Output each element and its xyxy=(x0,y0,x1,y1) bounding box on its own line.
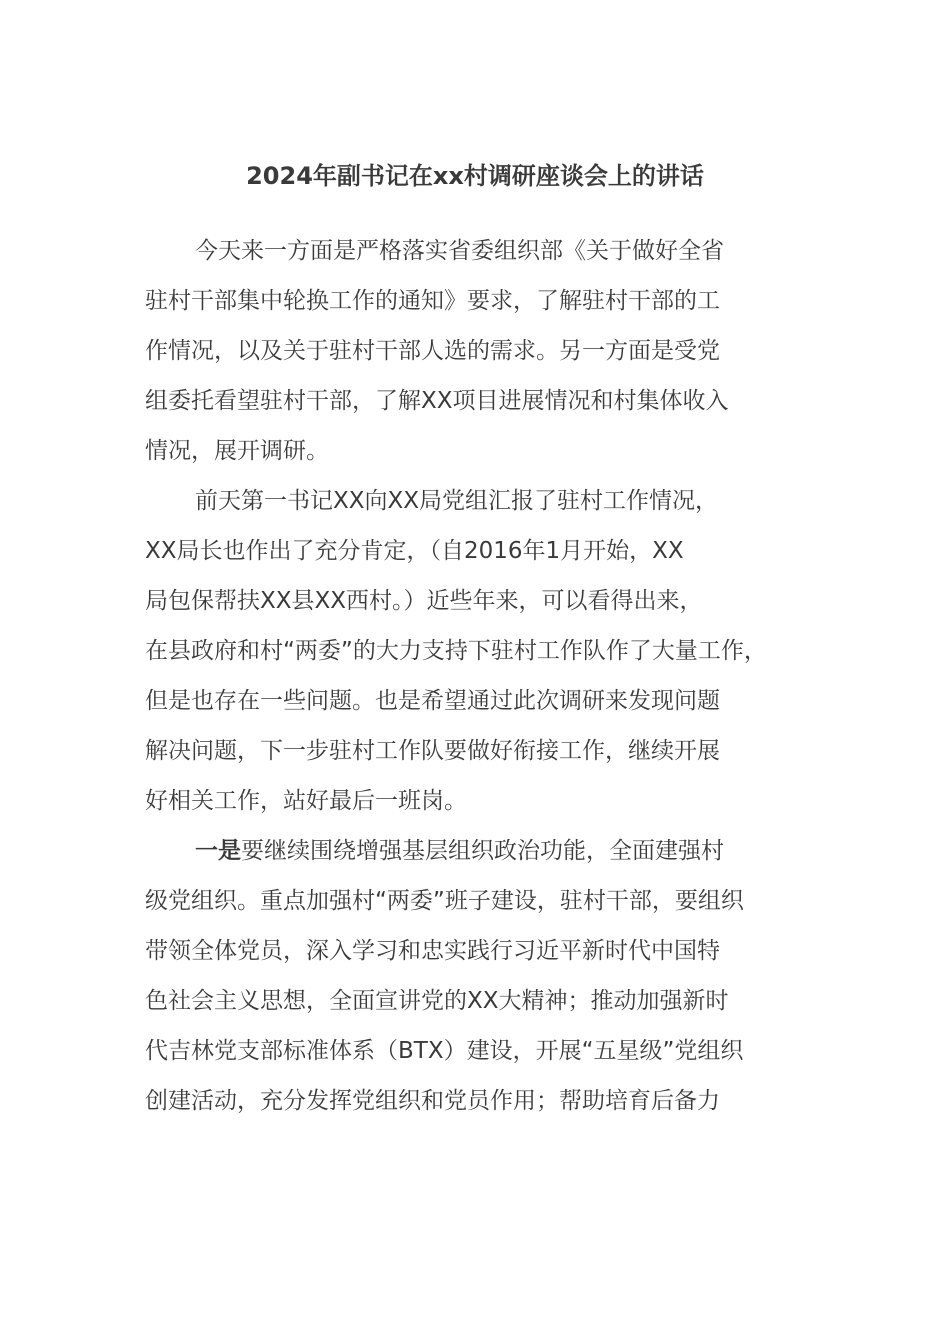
text-line: 作情况，以及关于驻村干部人选的需求。另一方面是受党 xyxy=(145,338,720,364)
text-line: 解决问题，下一步驻村工作队要做好衔接工作，继续开展 xyxy=(145,738,720,764)
text-line-rest: 要继续围绕增强基层组织政治功能，全面建强村 xyxy=(241,838,724,864)
document-title: 2024年副书记在xx村调研座谈会上的讲话 xyxy=(246,162,704,190)
text-line: 创建活动，充分发挥党组织和党员作用；帮助培育后备力 xyxy=(145,1088,720,1114)
text-line: 带领全体党员，深入学习和忠实践行习近平新时代中国特 xyxy=(145,938,720,964)
text-line: 但是也存在一些问题。也是希望通过此次调研来发现问题 xyxy=(145,688,720,714)
text-line: 色社会主义思想，全面宣讲党的XX大精神；推动加强新时 xyxy=(145,988,729,1014)
document-body xyxy=(145,226,835,1126)
paragraph-1 xyxy=(145,226,835,476)
text-line: 在县政府和村“两委”的大力支持下驻村工作队作了大量工作， xyxy=(145,638,767,664)
text-line: 局包保帮扶XX县XX西村。）近些年来，可以看得出来， xyxy=(145,588,703,614)
text-line: 代吉林党支部标准体系（BTX）建设，开展“五星级”党组织 xyxy=(145,1038,744,1064)
paragraph-lead: 一是 xyxy=(195,838,241,864)
text-line: 驻村干部集中轮换工作的通知》要求，了解驻村干部的工 xyxy=(145,288,720,314)
text-line: XX局长也作出了充分肯定，（自2016年1月开始，XX xyxy=(145,538,684,564)
text-line: 级党组织。重点加强村“两委”班子建设，驻村干部，要组织 xyxy=(145,888,744,914)
text-line: 组委托看望驻村干部，了解XX项目进展情况和村集体收入 xyxy=(145,388,729,414)
text-line: 今天来一方面是严格落实省委组织部《关于做好全省 xyxy=(195,238,724,264)
paragraph-2 xyxy=(145,476,835,826)
paragraph-3 xyxy=(145,826,835,1126)
text-line: 好相关工作，站好最后一班岗。 xyxy=(145,788,467,814)
text-line: 情况，展开调研。 xyxy=(145,438,329,464)
text-line xyxy=(145,826,835,876)
text-line: 前天第一书记XX向XX局党组汇报了驻村工作情况， xyxy=(195,488,719,514)
